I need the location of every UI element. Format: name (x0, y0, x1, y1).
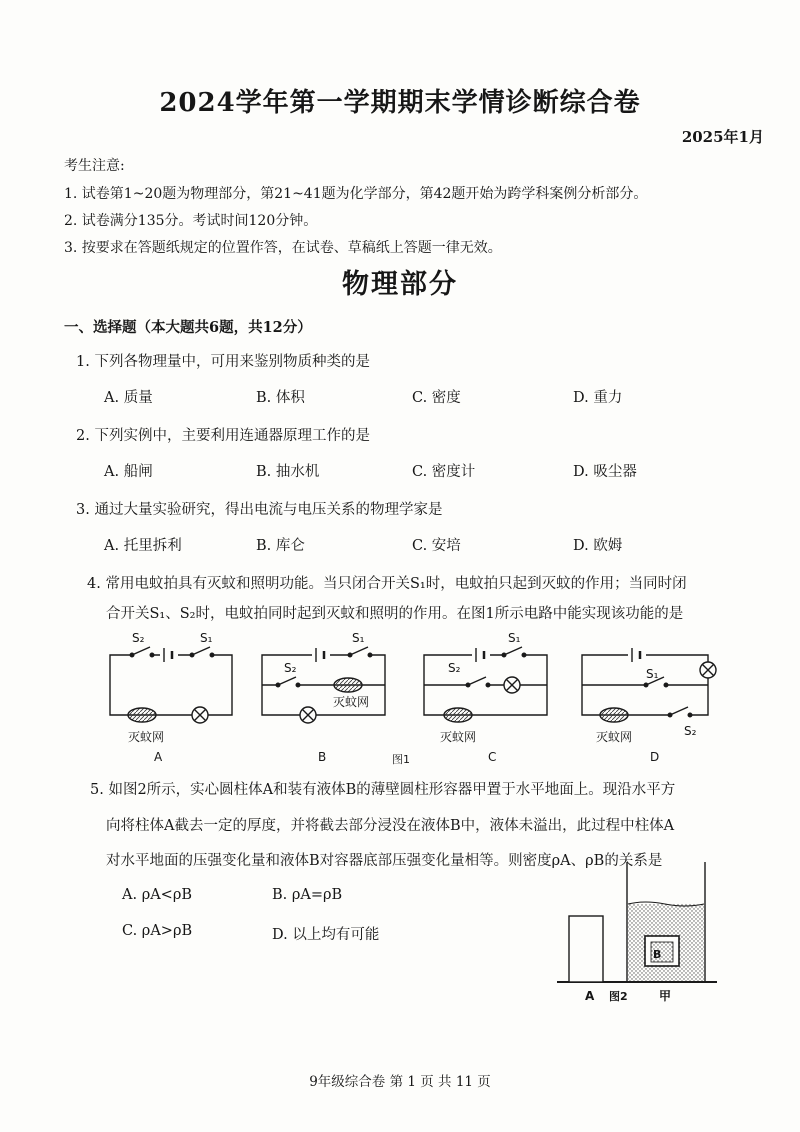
question-stem: 4. 常用电蚊拍具有灭蚊和照明功能。当只闭合开关S₁时，电蚊拍只起到灭蚊的作用；当同时闭 (87, 576, 687, 592)
question-stem: 合开关S₁、S₂时，电蚊拍同时起到灭蚊和照明的作用。在图1所示电路中能实现该功能的是 (106, 606, 684, 622)
option-d: D. 欧姆 (573, 538, 623, 554)
label-circuit-b: B (318, 750, 327, 764)
label-s2: S₂ (284, 661, 297, 675)
notice-item: 2. 试卷满分135分。考试时间120分钟。 (64, 213, 318, 229)
option-c: C. 安培 (412, 538, 461, 554)
option-b: B. ρA=ρB (272, 887, 343, 903)
page-footer: 9年级综合卷 第 1 页 共 11 页 (309, 1074, 491, 1090)
label-net: 灭蚊网 (440, 730, 477, 744)
question-stem: 5. 如图2所示，实心圆柱体A和装有液体B的薄壁圆柱形容器甲置于水平地面上。现沿水平方 (90, 782, 676, 798)
question-stem: 1. 下列各物理量中，可用来鉴别物质种类的是 (76, 354, 370, 370)
question-stem: 对水平地面的压强变化量和液体B对容器底部压强变化量相等。则密度ρA、ρB的关系是 (106, 853, 663, 869)
figure-2-caption: 图2 (609, 990, 628, 1003)
label-s2: S₂ (448, 661, 461, 675)
label-net: 灭蚊网 (596, 730, 633, 744)
option-d: D. 重力 (573, 390, 623, 406)
option-a: A. 托里拆利 (104, 538, 182, 554)
option-d: D. 吸尘器 (573, 464, 637, 480)
label-s1: S₁ (646, 667, 659, 681)
exam-date: 2025年1月 (681, 128, 764, 146)
notice-item: 1. 试卷第1~20题为物理部分，第21~41题为化学部分，第42题开始为跨学科案例分析部分。 (64, 186, 648, 202)
figure-1-circuits (0, 620, 800, 770)
option-c: C. 密度计 (412, 464, 476, 480)
notice-item: 3. 按要求在答题纸规定的位置作答，在试卷、草稿纸上答题一律无效。 (64, 240, 502, 256)
question-stem: 向将柱体A截去一定的厚度，并将截去部分浸没在液体B中，液体未溢出，此过程中柱体A (106, 818, 675, 834)
question-stem: 2. 下列实例中，主要利用连通器原理工作的是 (76, 428, 370, 444)
label-s1: S₁ (508, 631, 521, 645)
exam-title: 2024学年第一学期期末学情诊断综合卷 (159, 88, 641, 118)
circuit-d (582, 648, 716, 722)
circuit-c (424, 647, 547, 722)
part-heading: 一、选择题（本大题共6题，共12分） (64, 319, 312, 336)
figure-2-cylinders (555, 858, 725, 1008)
label-net: 灭蚊网 (128, 730, 165, 744)
label-s1: S₁ (352, 631, 365, 645)
label-circuit-a: A (154, 750, 163, 764)
label-b: B (653, 948, 662, 961)
cylinder-a (569, 916, 603, 982)
option-b: B. 抽水机 (256, 464, 320, 480)
label-circuit-c: C (488, 750, 497, 764)
figure-1-caption: 图1 (392, 753, 410, 766)
option-a: A. 质量 (104, 390, 153, 406)
label-s2: S₂ (684, 724, 697, 738)
label-s2: S₂ (132, 631, 145, 645)
label-a: A (585, 989, 595, 1003)
option-d: D. 以上均有可能 (272, 927, 380, 943)
notice-heading: 考生注意: (64, 158, 125, 174)
option-c: C. ρA>ρB (122, 923, 193, 939)
option-a: A. 船闸 (104, 464, 153, 480)
label-circuit-d: D (650, 750, 660, 764)
section-title: 物理部分 (342, 269, 458, 300)
circuit-b (262, 647, 385, 723)
question-stem: 3. 通过大量实验研究，得出电流与电压关系的物理学家是 (76, 502, 443, 518)
label-jia: 甲 (659, 989, 672, 1003)
option-b: B. 体积 (256, 390, 305, 406)
label-s1: S₁ (200, 631, 213, 645)
circuit-a (110, 647, 232, 723)
option-a: A. ρA<ρB (122, 887, 193, 903)
option-c: C. 密度 (412, 390, 461, 406)
label-net: 灭蚊网 (333, 695, 370, 709)
option-b: B. 库仑 (256, 538, 305, 554)
